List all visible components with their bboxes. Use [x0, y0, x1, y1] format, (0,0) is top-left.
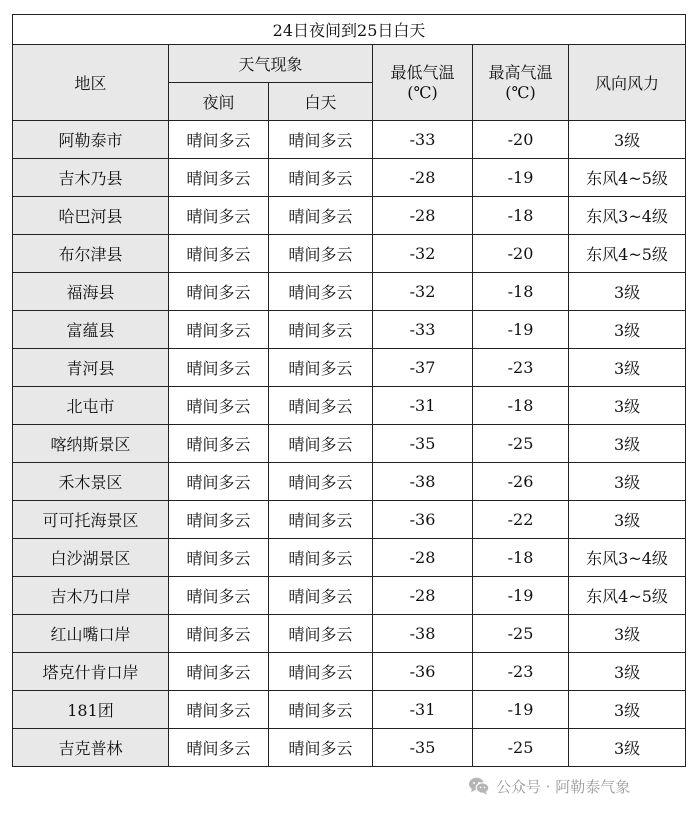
cell-night-weather: 晴间多云 — [169, 311, 269, 349]
cell-min-temp: -32 — [373, 273, 473, 311]
cell-night-weather: 晴间多云 — [169, 615, 269, 653]
cell-wind: 3级 — [569, 311, 686, 349]
table-row — [13, 311, 686, 349]
header-max-temp — [473, 45, 569, 121]
cell-day-weather: 晴间多云 — [269, 691, 373, 729]
cell-max-temp: -19 — [473, 311, 569, 349]
cell-wind: 东风3~4级 — [569, 197, 686, 235]
header-weather: 天气现象 — [169, 45, 373, 83]
header-wind: 风向风力 — [569, 45, 686, 121]
cell-day-weather: 晴间多云 — [269, 501, 373, 539]
cell-max-temp: -20 — [473, 235, 569, 273]
cell-wind: 东风3~4级 — [569, 539, 686, 577]
cell-day-weather: 晴间多云 — [269, 615, 373, 653]
cell-day-weather: 晴间多云 — [269, 349, 373, 387]
cell-day-weather: 晴间多云 — [269, 311, 373, 349]
cell-max-temp: -18 — [473, 539, 569, 577]
cell-night-weather: 晴间多云 — [169, 501, 269, 539]
header-region: 地区 — [13, 45, 169, 121]
cell-region: 青河县 — [13, 349, 169, 387]
table-row — [13, 463, 686, 501]
cell-max-temp: -25 — [473, 425, 569, 463]
cell-day-weather: 晴间多云 — [269, 159, 373, 197]
cell-wind: 3级 — [569, 729, 686, 767]
cell-region: 吉克普林 — [13, 729, 169, 767]
wechat-icon — [468, 776, 490, 796]
cell-night-weather: 晴间多云 — [169, 729, 269, 767]
cell-max-temp: -23 — [473, 653, 569, 691]
cell-wind: 3级 — [569, 273, 686, 311]
cell-day-weather: 晴间多云 — [269, 235, 373, 273]
cell-max-temp: -19 — [473, 691, 569, 729]
cell-region: 塔克什肯口岸 — [13, 653, 169, 691]
cell-night-weather: 晴间多云 — [169, 121, 269, 159]
table-row — [13, 387, 686, 425]
cell-wind: 东风4~5级 — [569, 577, 686, 615]
cell-min-temp: -33 — [373, 311, 473, 349]
cell-night-weather: 晴间多云 — [169, 653, 269, 691]
table-row — [13, 235, 686, 273]
cell-min-temp: -28 — [373, 539, 473, 577]
cell-region: 吉木乃县 — [13, 159, 169, 197]
cell-max-temp: -25 — [473, 729, 569, 767]
cell-night-weather: 晴间多云 — [169, 425, 269, 463]
header-min-temp-unit: (℃) — [407, 82, 438, 102]
cell-wind: 3级 — [569, 349, 686, 387]
table-row — [13, 653, 686, 691]
cell-wind: 3级 — [569, 387, 686, 425]
table-row — [13, 425, 686, 463]
header-min-temp-label: 最低气温 — [390, 62, 455, 82]
cell-day-weather: 晴间多云 — [269, 387, 373, 425]
cell-day-weather: 晴间多云 — [269, 729, 373, 767]
forecast-table — [12, 14, 686, 767]
cell-night-weather: 晴间多云 — [169, 349, 269, 387]
cell-min-temp: -31 — [373, 387, 473, 425]
cell-min-temp: -33 — [373, 121, 473, 159]
cell-day-weather: 晴间多云 — [269, 273, 373, 311]
cell-day-weather: 晴间多云 — [269, 425, 373, 463]
cell-region: 禾木景区 — [13, 463, 169, 501]
cell-max-temp: -26 — [473, 463, 569, 501]
cell-min-temp: -38 — [373, 463, 473, 501]
cell-night-weather: 晴间多云 — [169, 539, 269, 577]
table-row — [13, 197, 686, 235]
cell-wind: 3级 — [569, 615, 686, 653]
cell-max-temp: -20 — [473, 121, 569, 159]
table-row — [13, 691, 686, 729]
cell-min-temp: -28 — [373, 577, 473, 615]
cell-max-temp: -22 — [473, 501, 569, 539]
cell-wind: 3级 — [569, 425, 686, 463]
cell-night-weather: 晴间多云 — [169, 577, 269, 615]
header-max-temp-unit: (℃) — [505, 82, 536, 102]
cell-wind: 东风4~5级 — [569, 235, 686, 273]
watermark-text: 公众号 · 阿勒泰气象 — [496, 777, 631, 796]
cell-wind: 东风4~5级 — [569, 159, 686, 197]
cell-region: 吉木乃口岸 — [13, 577, 169, 615]
cell-day-weather: 晴间多云 — [269, 463, 373, 501]
table-row — [13, 501, 686, 539]
table-row — [13, 273, 686, 311]
cell-min-temp: -35 — [373, 425, 473, 463]
cell-region: 喀纳斯景区 — [13, 425, 169, 463]
table-row — [13, 577, 686, 615]
cell-region: 181团 — [13, 691, 169, 729]
cell-day-weather: 晴间多云 — [269, 653, 373, 691]
cell-min-temp: -32 — [373, 235, 473, 273]
cell-region: 阿勒泰市 — [13, 121, 169, 159]
cell-min-temp: -31 — [373, 691, 473, 729]
cell-region: 哈巴河县 — [13, 197, 169, 235]
cell-max-temp: -19 — [473, 159, 569, 197]
cell-min-temp: -35 — [373, 729, 473, 767]
table-row — [13, 121, 686, 159]
cell-region: 福海县 — [13, 273, 169, 311]
cell-night-weather: 晴间多云 — [169, 463, 269, 501]
cell-region: 富蕴县 — [13, 311, 169, 349]
cell-max-temp: -19 — [473, 577, 569, 615]
cell-day-weather: 晴间多云 — [269, 197, 373, 235]
table-row — [13, 349, 686, 387]
table-row — [13, 615, 686, 653]
header-max-temp-label: 最高气温 — [488, 62, 553, 82]
cell-min-temp: -37 — [373, 349, 473, 387]
cell-region: 可可托海景区 — [13, 501, 169, 539]
cell-day-weather: 晴间多云 — [269, 539, 373, 577]
header-min-temp — [373, 45, 473, 121]
header-day: 白天 — [269, 83, 373, 121]
cell-max-temp: -18 — [473, 387, 569, 425]
cell-wind: 3级 — [569, 653, 686, 691]
cell-max-temp: -18 — [473, 273, 569, 311]
cell-min-temp: -36 — [373, 653, 473, 691]
cell-region: 白沙湖景区 — [13, 539, 169, 577]
cell-night-weather: 晴间多云 — [169, 691, 269, 729]
table-row — [13, 539, 686, 577]
cell-night-weather: 晴间多云 — [169, 197, 269, 235]
cell-max-temp: -18 — [473, 197, 569, 235]
cell-region: 红山嘴口岸 — [13, 615, 169, 653]
cell-night-weather: 晴间多云 — [169, 159, 269, 197]
table-body — [13, 121, 686, 767]
cell-day-weather: 晴间多云 — [269, 577, 373, 615]
table-row — [13, 729, 686, 767]
cell-night-weather: 晴间多云 — [169, 387, 269, 425]
cell-min-temp: -28 — [373, 159, 473, 197]
cell-wind: 3级 — [569, 463, 686, 501]
cell-wind: 3级 — [569, 691, 686, 729]
cell-max-temp: -23 — [473, 349, 569, 387]
table-title: 24日夜间到25日白天 — [13, 15, 686, 45]
cell-night-weather: 晴间多云 — [169, 273, 269, 311]
table-row — [13, 159, 686, 197]
cell-min-temp: -28 — [373, 197, 473, 235]
cell-region: 北屯市 — [13, 387, 169, 425]
header-night: 夜间 — [169, 83, 269, 121]
cell-wind: 3级 — [569, 501, 686, 539]
watermark — [468, 773, 630, 799]
cell-night-weather: 晴间多云 — [169, 235, 269, 273]
cell-min-temp: -38 — [373, 615, 473, 653]
cell-wind: 3级 — [569, 121, 686, 159]
cell-day-weather: 晴间多云 — [269, 121, 373, 159]
cell-region: 布尔津县 — [13, 235, 169, 273]
cell-max-temp: -25 — [473, 615, 569, 653]
cell-min-temp: -36 — [373, 501, 473, 539]
